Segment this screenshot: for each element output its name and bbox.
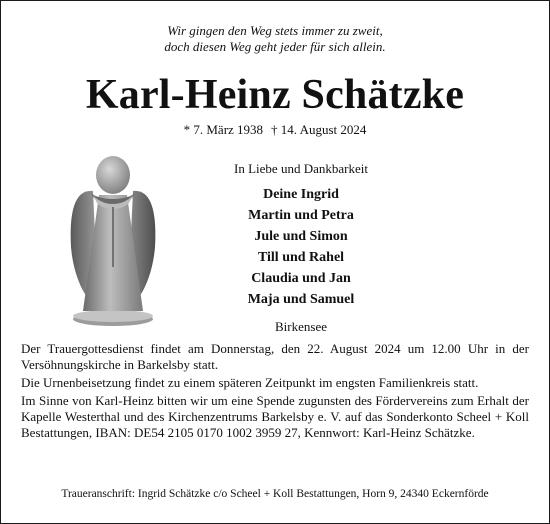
mourner-name: Jule und Simon: [254, 229, 348, 244]
donation-paragraph: Im Sinne von Karl-Heinz bitten wir um eine Spende zugunsten des Fördervereins zum Erhalt der Kapelle Westerthal und des Kirchenzentrums Barkelsby e. V. auf das Sonderkonto Scheel + Koll Bestattungen, IBAN: DE54 2105 0170 1002 3959 27, Kennwort: Karl-Heinz Schätzke.: [21, 393, 529, 440]
death-date: † 14. August 2024: [271, 122, 367, 137]
mourning-address: Traueranschrift: Ingrid Schätzke c/o Scheel + Koll Bestattungen, Horn 9, 24340 Eckernförde: [61, 488, 489, 500]
mourner-name: Deine Ingrid: [263, 187, 339, 202]
mourners-intro: In Liebe und Dankbarkeit: [234, 161, 368, 176]
service-paragraph: Der Trauergottesdienst findet am Donnerstag, den 22. August 2024 um 12.00 Uhr in der Versöhnungskirche in Barkelsby statt.: [21, 341, 529, 372]
poem-line: doch diesen Weg geht jeder für sich allein.: [164, 39, 386, 54]
mourner-name: Till und Rahel: [257, 250, 345, 265]
burial-paragraph: Die Urnenbeisetzung findet zu einem späteren Zeitpunkt im engsten Familienkreis statt.: [21, 375, 479, 390]
poem-line: Wir gingen den Weg stets immer zu zweit,: [167, 23, 383, 38]
life-dates: [1, 122, 549, 138]
poem: [1, 23, 549, 55]
mourner-name: Maja und Samuel: [247, 292, 355, 307]
deceased-name: Karl-Heinz Schätzke: [85, 72, 465, 118]
angel-figure-icon: [63, 151, 163, 329]
notice-text: [21, 341, 529, 443]
place-name: Birkensee: [275, 319, 327, 334]
mourner-name: Claudia und Jan: [251, 271, 351, 286]
mourners-list: [163, 161, 439, 310]
birth-date: * 7. März 1938: [183, 122, 264, 137]
mourner-name: Martin und Petra: [248, 208, 354, 223]
